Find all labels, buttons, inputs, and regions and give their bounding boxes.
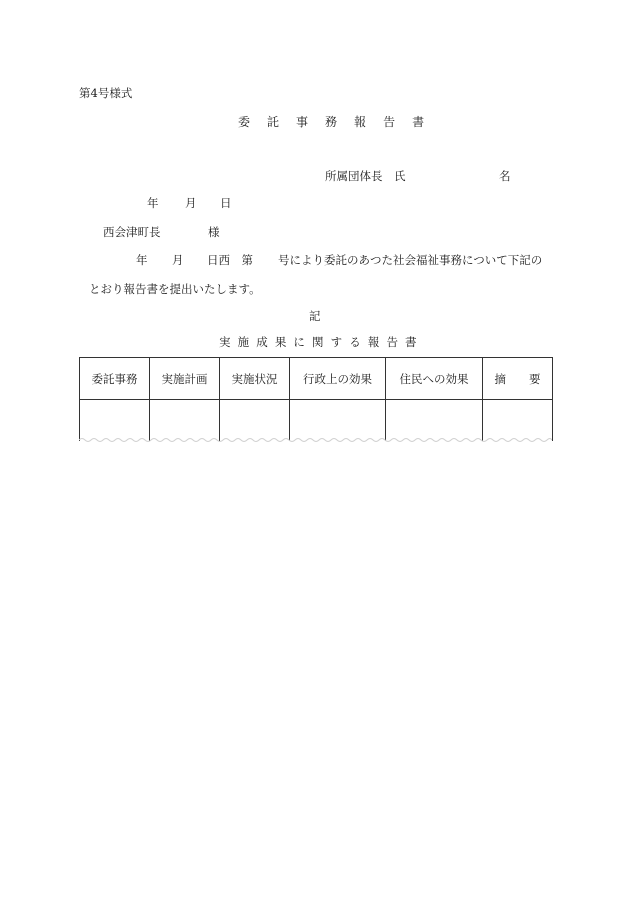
table-cell bbox=[290, 400, 386, 442]
body-text-line1: 号により委託のあつた社会福祉事務について下記の bbox=[278, 253, 543, 267]
table-cell bbox=[150, 400, 220, 442]
table-cell bbox=[483, 400, 553, 442]
table-cell bbox=[80, 400, 150, 442]
body-year: 年 bbox=[136, 253, 148, 267]
header-administrative-effect: 行政上の効果 bbox=[290, 358, 386, 400]
date-year-label: 年 bbox=[147, 196, 159, 210]
affiliation-label: 所属団体長 氏 bbox=[325, 169, 406, 183]
body-month: 月 bbox=[172, 253, 184, 267]
name-label: 名 bbox=[499, 169, 511, 183]
body-day-era: 日西 第 bbox=[207, 253, 253, 267]
header-remarks: 摘 要 bbox=[483, 358, 553, 400]
report-table bbox=[79, 357, 553, 441]
body-text-line2: とおり報告書を提出いたします。 bbox=[89, 282, 261, 296]
header-implementation-status: 実施状況 bbox=[220, 358, 290, 400]
document-title: 委 託 事 務 報 告 書 bbox=[238, 115, 431, 129]
table-title: 実 施 成 果 に 関 す る 報 告 書 bbox=[219, 335, 419, 349]
header-implementation-plan: 実施計画 bbox=[150, 358, 220, 400]
table-cell bbox=[220, 400, 290, 442]
form-number: 第4号様式 bbox=[79, 86, 133, 100]
header-resident-effect: 住民への効果 bbox=[386, 358, 483, 400]
header-consigned-work: 委託事務 bbox=[80, 358, 150, 400]
addressee-honorific: 様 bbox=[208, 225, 220, 239]
ki-mark: 記 bbox=[309, 309, 321, 323]
date-month-label: 月 bbox=[185, 196, 197, 210]
table-cell bbox=[386, 400, 483, 442]
table-row bbox=[80, 400, 553, 442]
date-day-label: 日 bbox=[220, 196, 232, 210]
addressee-name: 西会津町長 bbox=[103, 225, 161, 239]
table-header-row bbox=[80, 358, 553, 400]
torn-edge-divider bbox=[79, 437, 552, 445]
